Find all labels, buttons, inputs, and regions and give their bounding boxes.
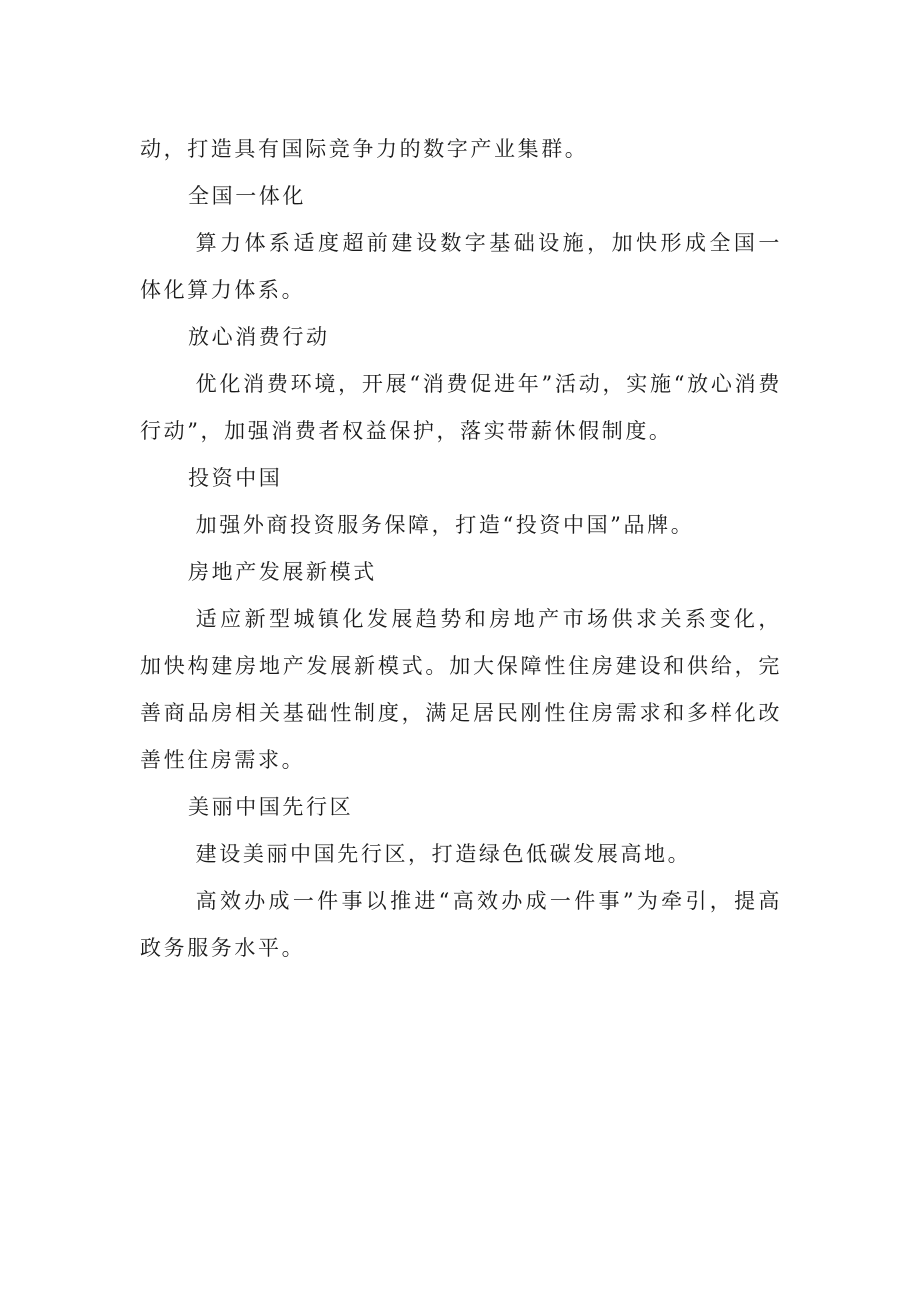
section-heading-beautiful-china: 美丽中国先行区 bbox=[188, 795, 354, 819]
section-heading-nationwide-integration: 全国一体化 bbox=[188, 184, 306, 208]
section-heading-invest-china: 投资中国 bbox=[188, 466, 283, 490]
document-page bbox=[140, 126, 782, 972]
section-heading-consumption: 放心消费行动 bbox=[188, 325, 330, 349]
paragraph-invest-china: 加强外商投资服务保障，打造“投资中国”品牌。 bbox=[195, 513, 695, 537]
paragraph-beautiful-china: 建设美丽中国先行区，打造绿色低碳发展高地。 bbox=[195, 842, 692, 866]
paragraph-computing-power: 算力体系适度超前建设数字基础设施，加快形成全国一体化算力体系。 bbox=[140, 231, 782, 302]
section-heading-real-estate: 房地产发展新模式 bbox=[188, 560, 377, 584]
paragraph-efficiency: 高效办成一件事以推进“高效办成一件事”为牵引，提高政务服务水平。 bbox=[140, 889, 782, 960]
paragraph-continuation: 动，打造具有国际竞争力的数字产业集群。 bbox=[140, 137, 589, 161]
paragraph-real-estate: 适应新型城镇化发展趋势和房地产市场供求关系变化，加快构建房地产发展新模式。加大保障性住房建设和供给，完善商品房相关基础性制度，满足居民刚性住房需求和多样化改善性住房需求。 bbox=[140, 607, 782, 772]
paragraph-consumption: 优化消费环境，开展“消费促进年”活动，实施“放心消费行动”，加强消费者权益保护，落实带薪休假制度。 bbox=[140, 372, 782, 443]
